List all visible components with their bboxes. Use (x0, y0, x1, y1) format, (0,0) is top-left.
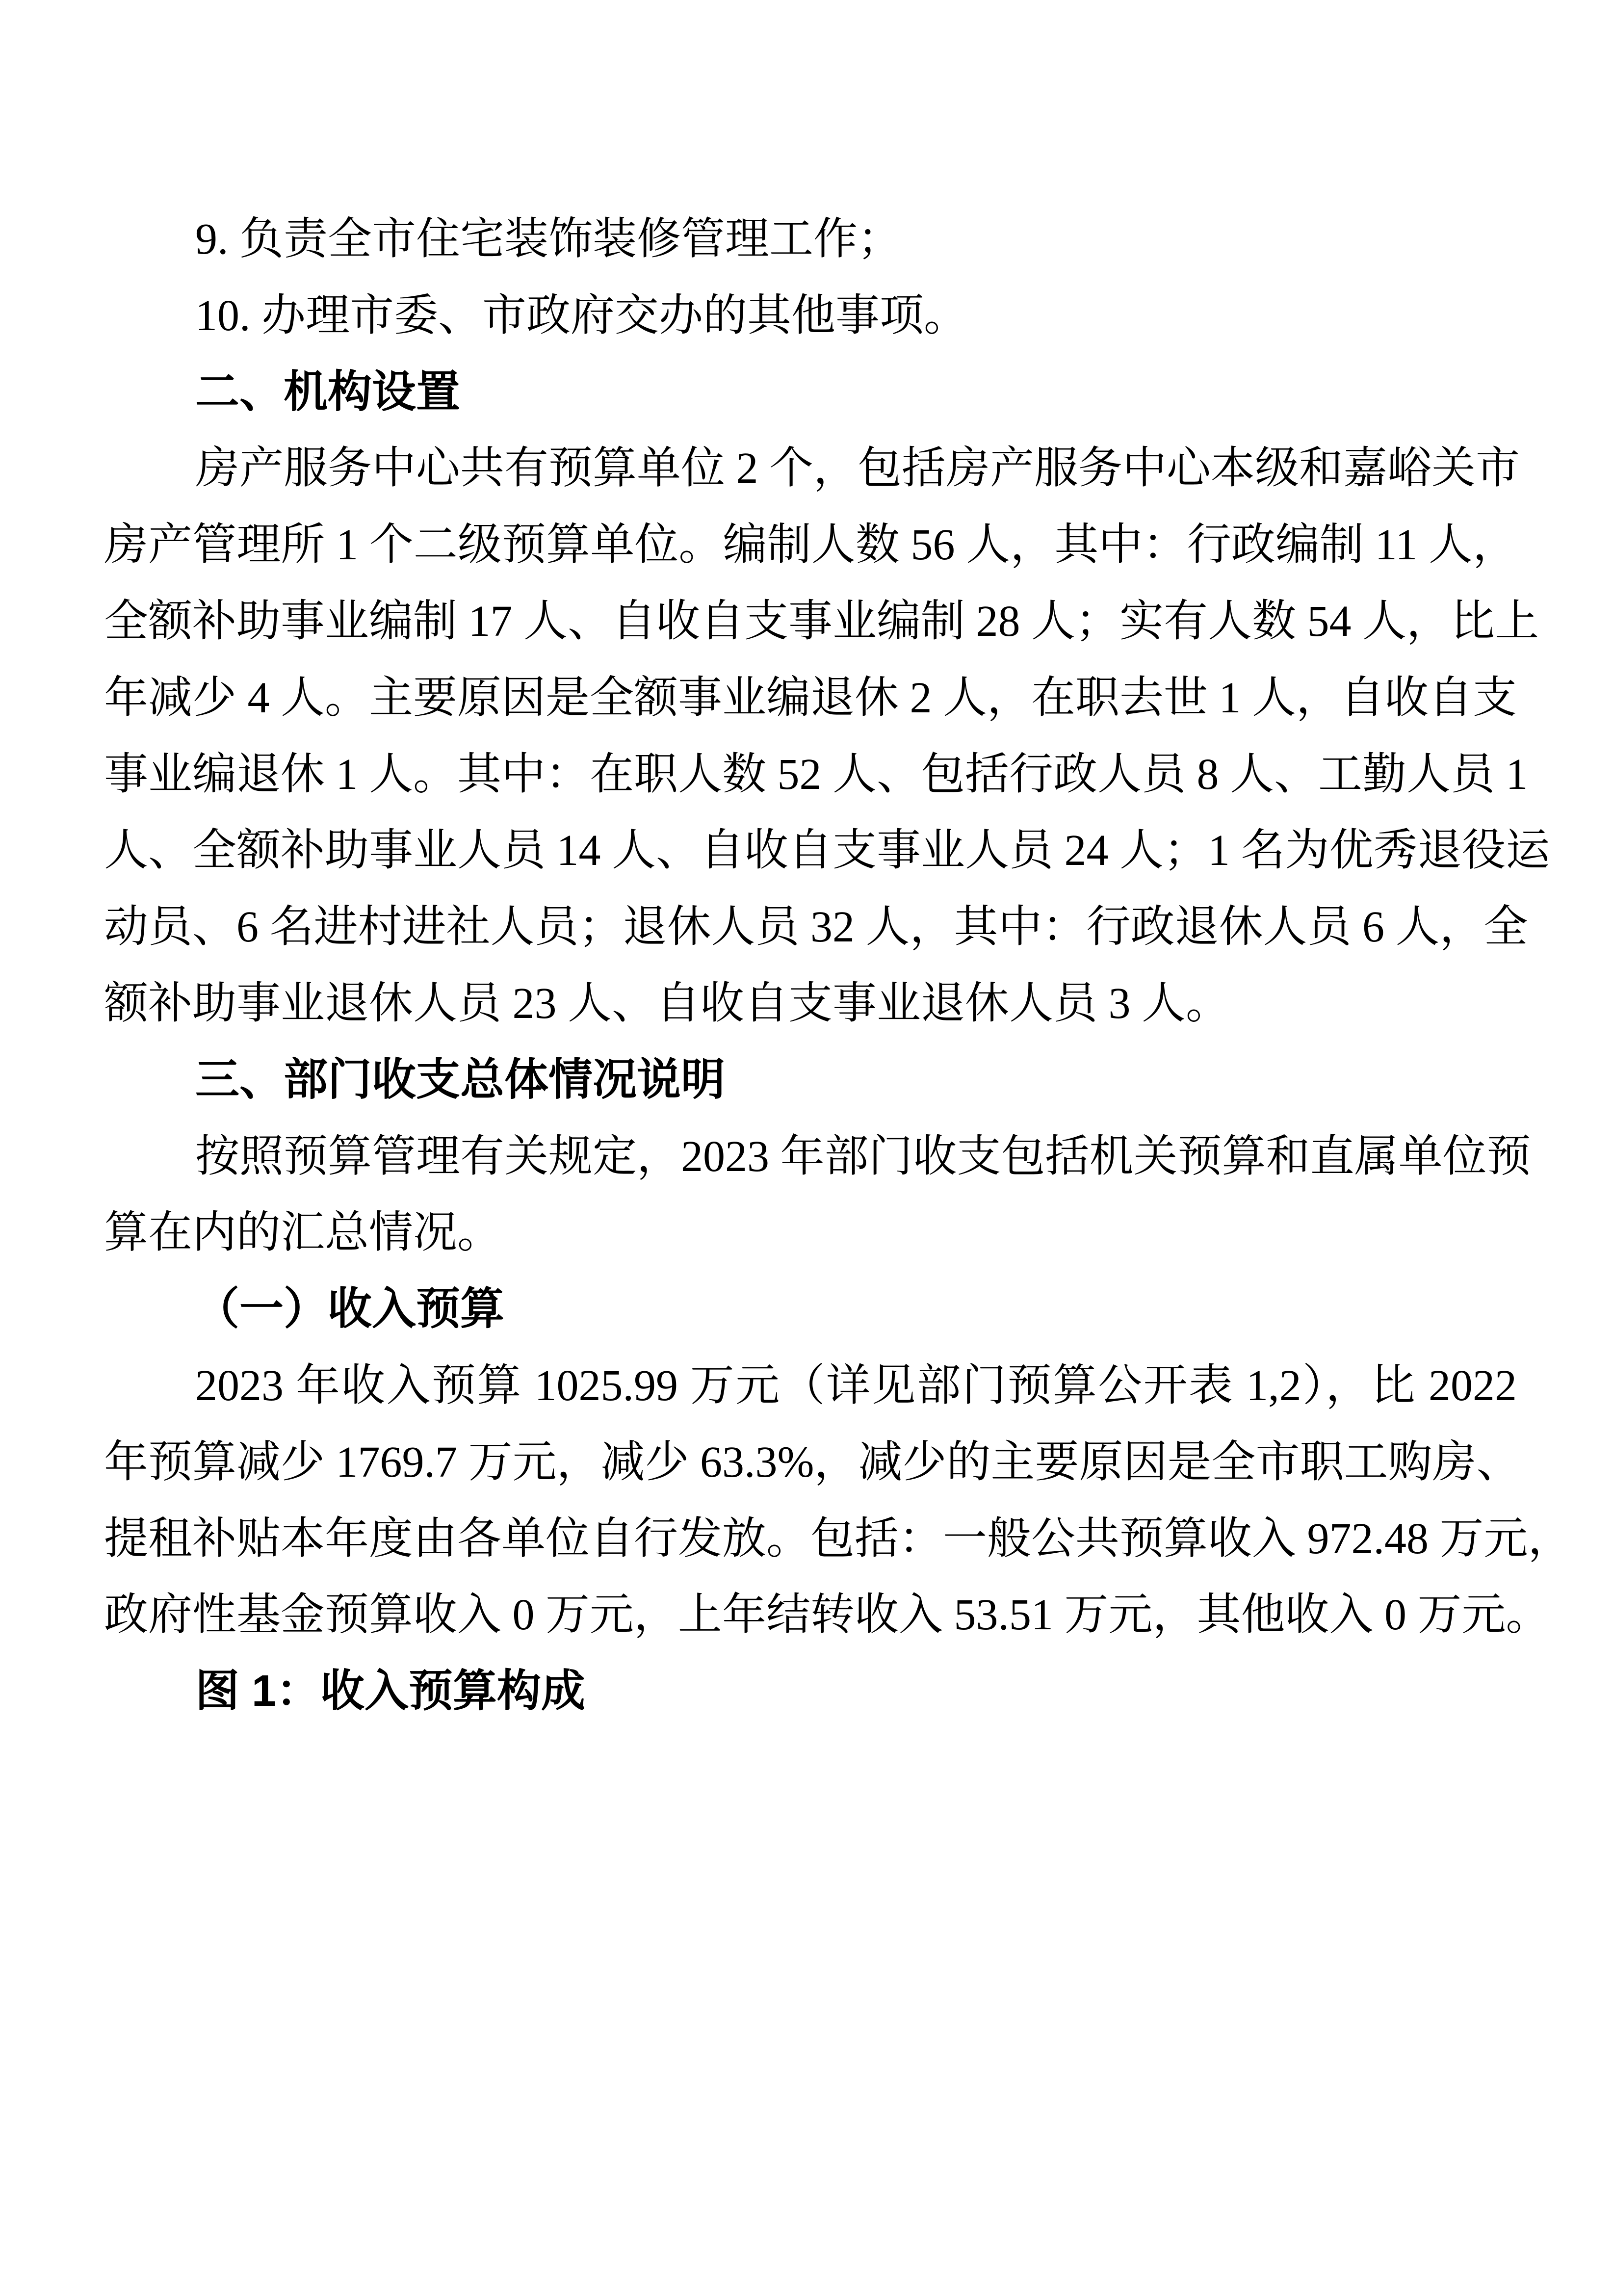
heading-line: 二、机构设置 (195, 367, 460, 417)
heading-line: 三、部门收支总体情况说明 (195, 1055, 725, 1104)
text-line: 房产服务中心共有预算单位 2 个，包括房产服务中心本级和嘉峪关市 (195, 444, 1520, 493)
text-line: 额补助事业退休人员 23 人、自收自支事业退休人员 3 人。 (104, 979, 1230, 1028)
text-line: 房产管理所 1 个二级预算单位。编制人数 56 人，其中：行政编制 11 人， (104, 521, 1517, 570)
text-line: 提租补贴本年度由各单位自行发放。包括：一般公共预算收入 972.48 万元， (104, 1514, 1572, 1563)
text-line: 动员、6 名进村进社人员；退休人员 32 人，其中：行政退休人员 6 人，全 (104, 903, 1528, 952)
text-line: 政府性基金预算收入 0 万元，上年结转收入 53.51 万元，其他收入 0 万元。 (104, 1591, 1550, 1640)
text-line: 算在内的汇总情况。 (104, 1208, 501, 1257)
text-line: 10. 办理市委、市政府交办的其他事项。 (195, 291, 968, 340)
text-line: 9. 负责全市住宅装饰装修管理工作； (195, 215, 902, 263)
heading-line: 图 1：收入预算构成 (195, 1667, 586, 1716)
text-line: 2023 年收入预算 1025.99 万元（详见部门预算公开表 1,2），比 2022 (195, 1361, 1517, 1410)
document-body (104, 201, 1572, 1730)
text-line: 按照预算管理有关规定，2023 年部门收支包括机关预算和直属单位预 (195, 1132, 1531, 1181)
text-line: 年预算减少 1769.7 万元，减少 63.3%，减少的主要原因是全市职工购房、 (104, 1437, 1521, 1487)
text-line: 人、全额补助事业人员 14 人、自收自支事业人员 24 人；1 名为优秀退役运 (104, 826, 1550, 875)
text-line: 年减少 4 人。主要原因是全额事业编退休 2 人，在职去世 1 人，自收自支 (104, 673, 1517, 722)
heading-line: （一）收入预算 (195, 1284, 504, 1334)
text-line: 全额补助事业编制 17 人、自收自支事业编制 28 人；实有人数 54 人，比上 (104, 597, 1539, 646)
text-line: 事业编退休 1 人。其中：在职人数 52 人、包括行政人员 8 人、工勤人员 1 (104, 750, 1528, 799)
